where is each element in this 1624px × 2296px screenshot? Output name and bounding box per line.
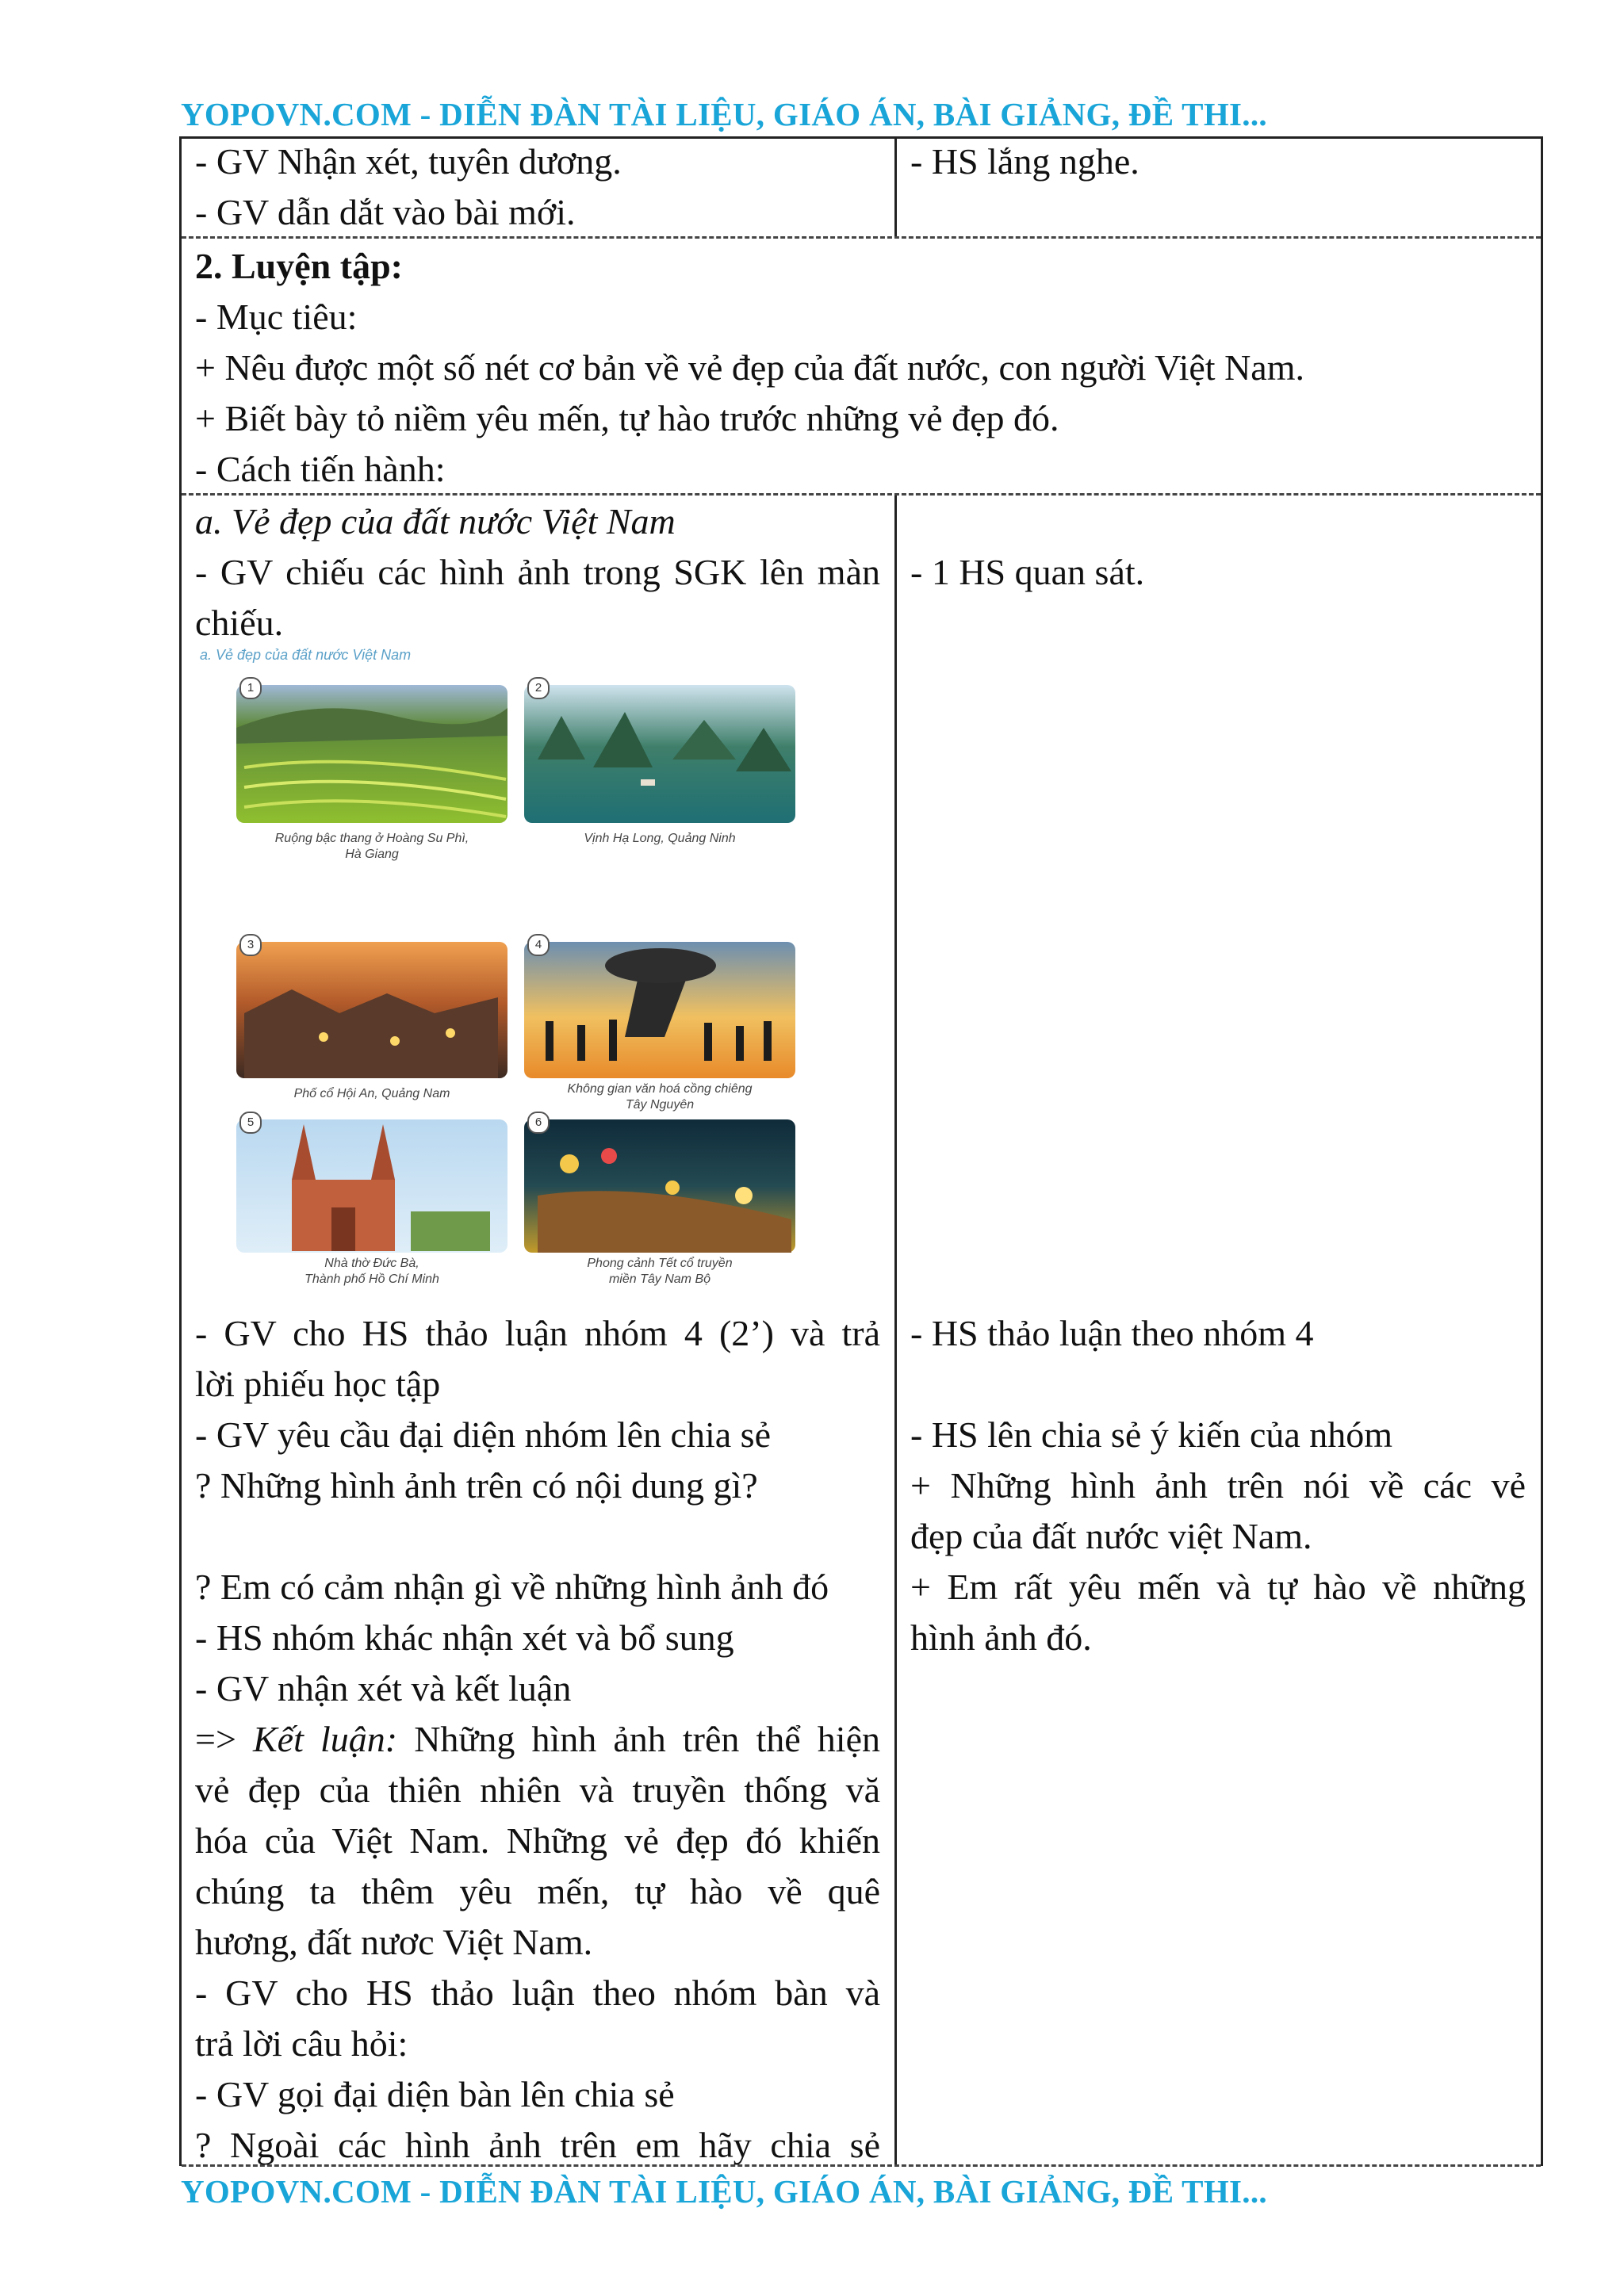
column-divider-row3 [894, 495, 897, 2166]
photo-caption [236, 1256, 508, 1288]
gv-intro-line: - GV dẫn dắt vào bài mới. [195, 192, 576, 232]
conclusion-arrow: => [195, 1719, 253, 1759]
left-line: ? Ngoài các hình ảnh trên em hãy chia sẻ [195, 2125, 880, 2165]
photo-number-badge: 2 [527, 677, 550, 699]
right-line: - 1 HS quan sát. [910, 552, 1145, 592]
right-line: - HS thảo luận theo nhóm 4 [910, 1313, 1314, 1353]
goal-label: - Mục tiêu: [195, 297, 358, 337]
caption-line: Vịnh Hạ Long, Quảng Ninh [584, 832, 736, 845]
caption-line: Ruộng bậc thang ở Hoàng Su Phì, [274, 832, 469, 845]
photo-number-badge: 1 [239, 677, 262, 699]
caption-line: Thành phố Hồ Chí Minh [304, 1272, 439, 1286]
photo-number-badge: 4 [527, 934, 550, 956]
left-line: hóa của Việt Nam. Những vẻ đẹp đó khiến [195, 1820, 880, 1861]
photo-caption [524, 1081, 795, 1113]
photo-ha-long-bay [524, 685, 795, 823]
table-border-left [179, 136, 182, 2166]
goal-item-1: + Nêu được một số nét cơ bản về vẻ đẹp của đất nước, con người Việt Nam. [195, 347, 1305, 388]
photo-rice-terraces [236, 685, 508, 823]
caption-line: Không gian văn hoá cồng chiêng [567, 1082, 753, 1096]
right-line: + Những hình ảnh trên nói về các vẻ [910, 1465, 1526, 1506]
textbook-figure [197, 641, 807, 1291]
conclusion-label: Kết luận: [253, 1719, 398, 1759]
right-line: đẹp của đất nước việt Nam. [910, 1516, 1312, 1556]
photo-number-badge: 3 [239, 934, 262, 956]
photo-caption [236, 1086, 508, 1102]
photo-caption [236, 831, 508, 863]
photo-gong-culture [524, 942, 795, 1078]
left-line: - HS nhóm khác nhận xét và bổ sung [195, 1617, 734, 1658]
section-title: 2. Luyện tập: [195, 246, 403, 286]
photo-tet-landscape [524, 1119, 795, 1253]
left-line: ? Em có cảm nhận gì về những hình ảnh đó [195, 1567, 829, 1607]
figure-title: a. Vẻ đẹp của đất nước Việt Nam [200, 647, 412, 663]
left-line: - GV yêu cầu đại diện nhóm lên chia sẻ [195, 1414, 771, 1455]
caption-line: Phong cảnh Tết cổ truyền [587, 1257, 733, 1270]
right-line: - HS lên chia sẻ ý kiến của nhóm [910, 1414, 1393, 1455]
caption-line: miền Tây Nam Bộ [608, 1272, 711, 1286]
conclusion-line [195, 1714, 880, 1765]
page-header: YOPOVN.COM - DIỄN ĐÀN TÀI LIỆU, GIÁO ÁN, BÀI GIẢNG, ĐỀ THI... [181, 96, 1267, 132]
goal-item-2: + Biết bày tỏ niềm yêu mến, tự hào trước những vẻ đẹp đó. [195, 398, 1059, 438]
left-line: hương, đất nươc Việt Nam. [195, 1922, 593, 1962]
photo-caption [524, 1256, 795, 1288]
left-line: - GV gọi đại diện bàn lên chia sẻ [195, 2074, 675, 2114]
page-footer: YOPOVN.COM - DIỄN ĐÀN TÀI LIỆU, GIÁO ÁN, BÀI GIẢNG, ĐỀ THI... [181, 2173, 1267, 2210]
caption-line: Phố cổ Hội An, Quảng Nam [293, 1087, 450, 1100]
column-divider-row1 [894, 136, 897, 236]
hs-listen-line: - HS lắng nghe. [910, 141, 1139, 182]
gv-comment-line: - GV Nhận xét, tuyên dương. [195, 141, 622, 182]
left-line: - GV chiếu các hình ảnh trong SGK lên màn [195, 552, 880, 592]
photo-number-badge: 6 [527, 1112, 550, 1134]
subsection-title: a. Vẻ đẹp của đất nước Việt Nam [195, 501, 676, 541]
photo-caption [524, 831, 795, 847]
caption-line: Hà Giang [345, 848, 399, 861]
method-label: - Cách tiến hành: [195, 449, 446, 489]
left-line: lời phiếu học tập [195, 1364, 441, 1404]
photo-hoi-an [236, 942, 508, 1078]
left-line: chiếu. [195, 603, 284, 643]
right-line: + Em rất yêu mến và tự hào về những [910, 1567, 1526, 1607]
table-border-right [1541, 136, 1543, 2166]
left-line: chúng ta thêm yêu mến, tự hào về quê [195, 1871, 880, 1911]
photo-number-badge: 5 [239, 1112, 262, 1134]
left-line: - GV nhận xét và kết luận [195, 1668, 572, 1709]
caption-line: Tây Nguyên [625, 1098, 695, 1112]
left-line: - GV cho HS thảo luận nhóm 4 (2’) và trả [195, 1313, 880, 1353]
left-line: ? Những hình ảnh trên có nội dung gì? [195, 1465, 758, 1506]
figure-canvas [197, 641, 807, 1291]
conclusion-text: Những hình ảnh trên thể hiện [397, 1719, 880, 1759]
left-line: trả lời câu hỏi: [195, 2023, 408, 2064]
left-line: - GV cho HS thảo luận theo nhóm bàn và [195, 1973, 880, 2013]
caption-line: Nhà thờ Đức Bà, [324, 1257, 419, 1270]
left-line: vẻ đẹp của thiên nhiên và truyền thống vă [195, 1770, 880, 1810]
photo-cathedral [236, 1119, 508, 1253]
right-line: hình ảnh đó. [910, 1617, 1092, 1658]
